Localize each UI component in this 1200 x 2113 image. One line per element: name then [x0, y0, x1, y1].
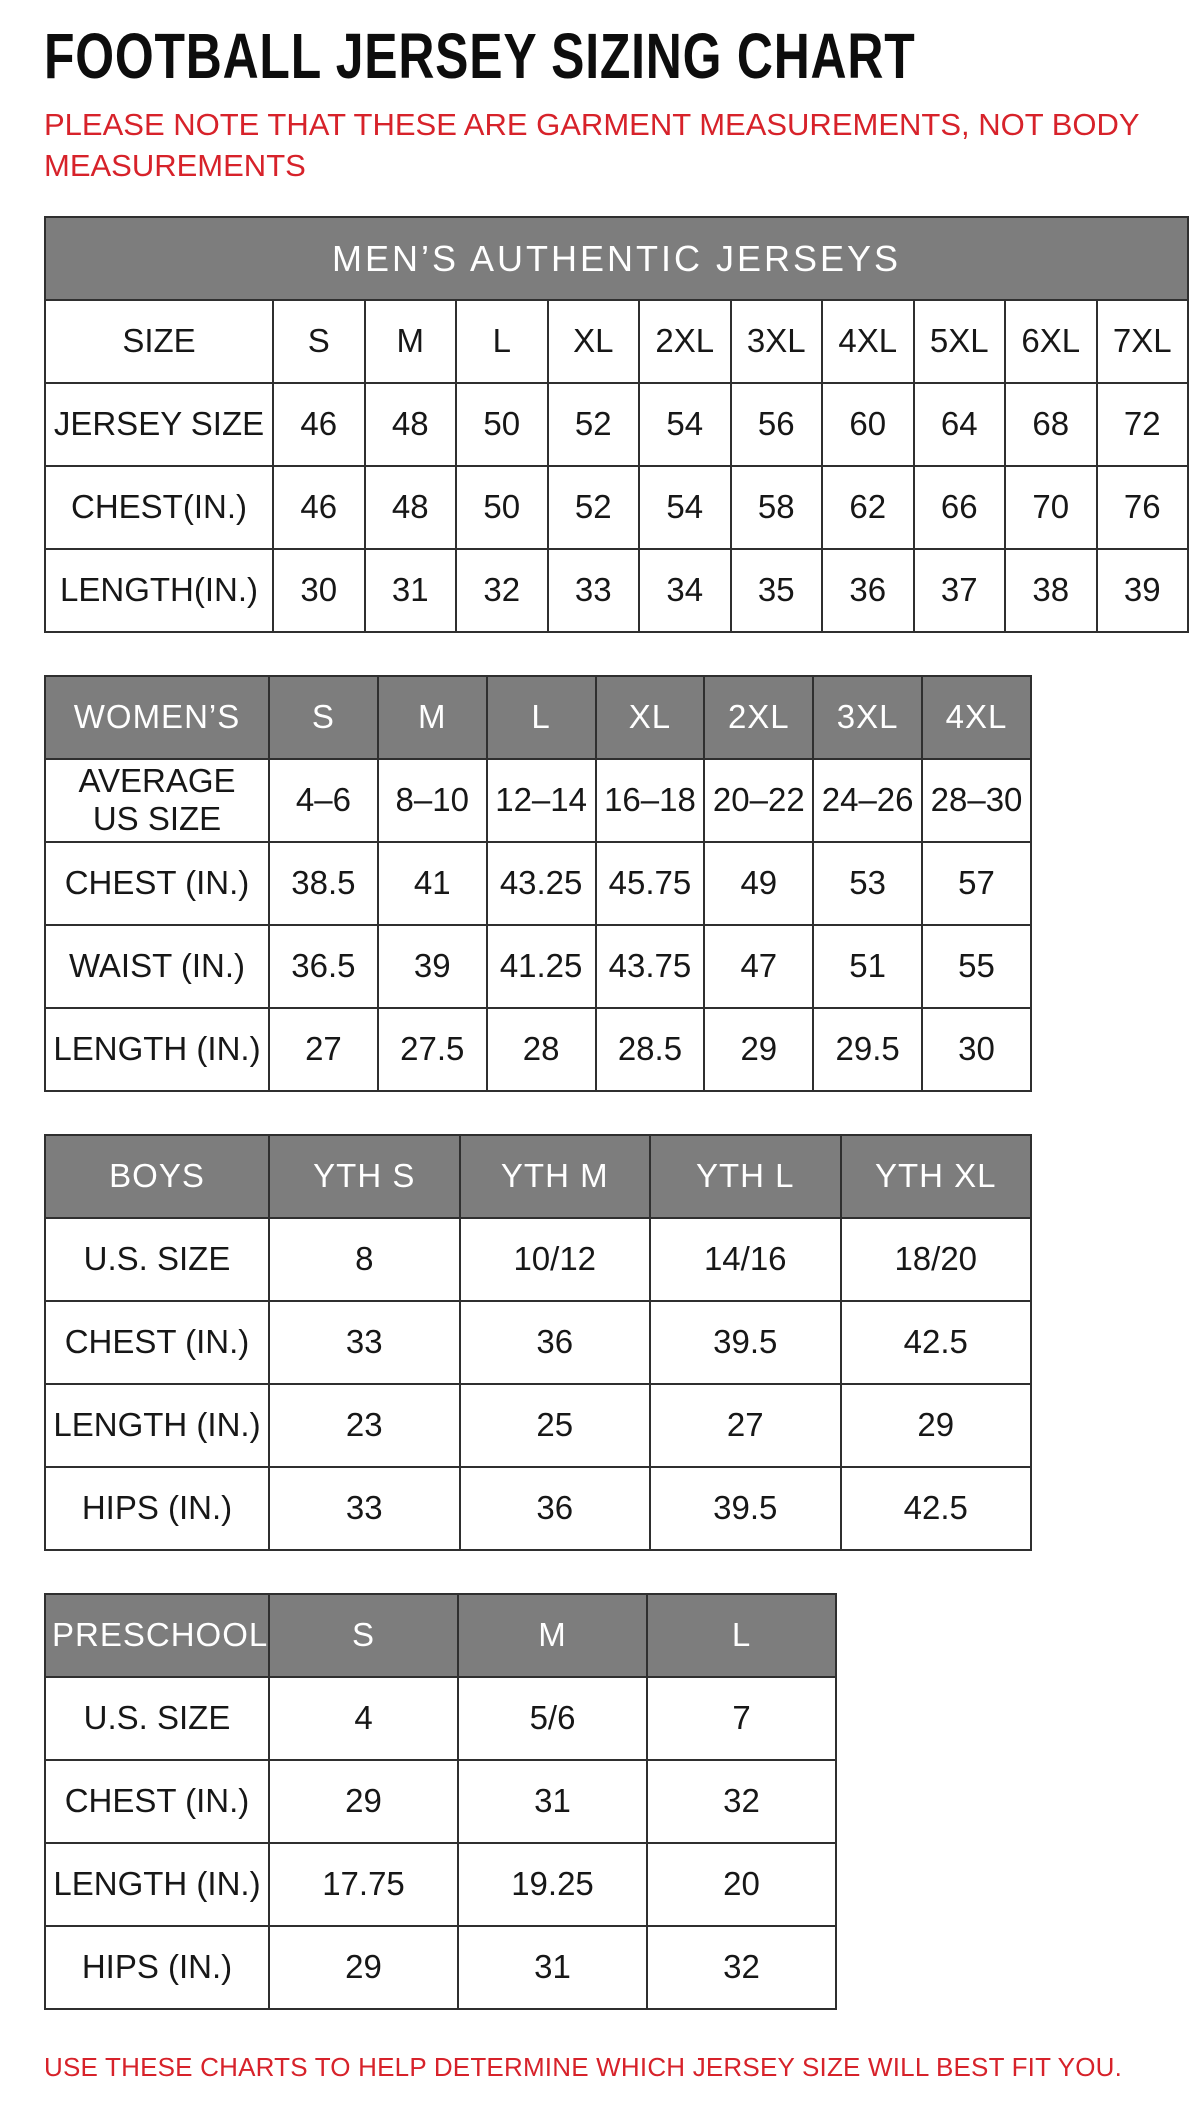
value-cell: 28–30: [922, 759, 1031, 842]
value-cell: 31: [458, 1926, 647, 2009]
table-row: [45, 1760, 836, 1843]
value-cell: 48: [365, 383, 457, 466]
value-cell: 5/6: [458, 1677, 647, 1760]
value-cell: 6XL: [1005, 300, 1097, 383]
table-row: [45, 1218, 1031, 1301]
row-label: HIPS (IN.): [45, 1467, 269, 1550]
table-header-row: [45, 676, 1031, 759]
column-header: S: [269, 1594, 458, 1677]
value-cell: M: [365, 300, 457, 383]
value-cell: 4: [269, 1677, 458, 1760]
value-cell: 76: [1097, 466, 1189, 549]
value-cell: 38: [1005, 549, 1097, 632]
value-cell: 43.75: [596, 925, 705, 1008]
value-cell: 53: [813, 842, 922, 925]
value-cell: 54: [639, 466, 731, 549]
value-cell: 28: [487, 1008, 596, 1091]
value-cell: 36: [460, 1467, 651, 1550]
column-header: YTH S: [269, 1135, 460, 1218]
row-label: CHEST (IN.): [45, 842, 269, 925]
value-cell: 60: [822, 383, 914, 466]
value-cell: S: [273, 300, 365, 383]
value-cell: 50: [456, 383, 548, 466]
value-cell: 43.25: [487, 842, 596, 925]
table-row: [45, 1926, 836, 2009]
value-cell: 35: [731, 549, 823, 632]
value-cell: 23: [269, 1384, 460, 1467]
value-cell: 19.25: [458, 1843, 647, 1926]
value-cell: 29: [841, 1384, 1032, 1467]
value-cell: 49: [704, 842, 813, 925]
row-label: CHEST (IN.): [45, 1760, 269, 1843]
column-header: 3XL: [813, 676, 922, 759]
value-cell: 39: [378, 925, 487, 1008]
table-row: [45, 759, 1031, 842]
column-header: YTH M: [460, 1135, 651, 1218]
value-cell: 46: [273, 466, 365, 549]
value-cell: 42.5: [841, 1467, 1032, 1550]
column-header: XL: [596, 676, 705, 759]
table-header-row: [45, 1135, 1031, 1218]
value-cell: 5XL: [914, 300, 1006, 383]
row-label: SIZE: [45, 300, 273, 383]
column-header: 2XL: [704, 676, 813, 759]
value-cell: 3XL: [731, 300, 823, 383]
row-label: CHEST (IN.): [45, 1301, 269, 1384]
table-row: [45, 1008, 1031, 1091]
row-label: U.S. SIZE: [45, 1218, 269, 1301]
mens-authentic-jerseys-table: [44, 216, 1189, 633]
value-cell: 55: [922, 925, 1031, 1008]
value-cell: 54: [639, 383, 731, 466]
value-cell: 33: [548, 549, 640, 632]
table-row: [45, 466, 1188, 549]
value-cell: 52: [548, 383, 640, 466]
column-header: 4XL: [922, 676, 1031, 759]
value-cell: 36: [822, 549, 914, 632]
value-cell: 30: [273, 549, 365, 632]
value-cell: 27: [269, 1008, 378, 1091]
table-header-label: PRESCHOOL: [45, 1594, 269, 1677]
table-row: [45, 1843, 836, 1926]
table-header-label: WOMEN’S: [45, 676, 269, 759]
table-title-row: [45, 217, 1188, 300]
row-label: LENGTH (IN.): [45, 1384, 269, 1467]
value-cell: 72: [1097, 383, 1189, 466]
value-cell: 41.25: [487, 925, 596, 1008]
row-label: LENGTH (IN.): [45, 1843, 269, 1926]
value-cell: 25: [460, 1384, 651, 1467]
table-row: [45, 300, 1188, 383]
row-label: LENGTH (IN.): [45, 1008, 269, 1091]
row-label: HIPS (IN.): [45, 1926, 269, 2009]
row-label: AVERAGE US SIZE: [45, 759, 269, 842]
row-label: JERSEY SIZE: [45, 383, 273, 466]
value-cell: 16–18: [596, 759, 705, 842]
value-cell: 56: [731, 383, 823, 466]
value-cell: 50: [456, 466, 548, 549]
table-row: [45, 925, 1031, 1008]
value-cell: 64: [914, 383, 1006, 466]
value-cell: 18/20: [841, 1218, 1032, 1301]
value-cell: 7XL: [1097, 300, 1189, 383]
table-row: [45, 383, 1188, 466]
value-cell: 27: [650, 1384, 841, 1467]
value-cell: 38.5: [269, 842, 378, 925]
value-cell: 4XL: [822, 300, 914, 383]
value-cell: 41: [378, 842, 487, 925]
value-cell: 28.5: [596, 1008, 705, 1091]
value-cell: 42.5: [841, 1301, 1032, 1384]
table-header-row: [45, 1594, 836, 1677]
value-cell: 29.5: [813, 1008, 922, 1091]
value-cell: 33: [269, 1301, 460, 1384]
table-row: [45, 1384, 1031, 1467]
value-cell: 32: [647, 1926, 836, 2009]
table-header-label: BOYS: [45, 1135, 269, 1218]
table-row: [45, 842, 1031, 925]
value-cell: 51: [813, 925, 922, 1008]
value-cell: 66: [914, 466, 1006, 549]
value-cell: 36: [460, 1301, 651, 1384]
value-cell: 32: [456, 549, 548, 632]
column-header: L: [647, 1594, 836, 1677]
table-title: MEN’S AUTHENTIC JERSEYS: [45, 217, 1188, 300]
value-cell: 47: [704, 925, 813, 1008]
value-cell: 36.5: [269, 925, 378, 1008]
value-cell: 33: [269, 1467, 460, 1550]
value-cell: 8–10: [378, 759, 487, 842]
value-cell: 24–26: [813, 759, 922, 842]
value-cell: 48: [365, 466, 457, 549]
boys-sizing-table: [44, 1134, 1032, 1551]
value-cell: 46: [273, 383, 365, 466]
value-cell: 62: [822, 466, 914, 549]
value-cell: 68: [1005, 383, 1097, 466]
value-cell: 20–22: [704, 759, 813, 842]
table-row: [45, 1467, 1031, 1550]
value-cell: 31: [458, 1760, 647, 1843]
column-header: YTH XL: [841, 1135, 1032, 1218]
value-cell: 37: [914, 549, 1006, 632]
row-label: LENGTH(IN.): [45, 549, 273, 632]
womens-sizing-table: [44, 675, 1032, 1092]
value-cell: 29: [269, 1760, 458, 1843]
value-cell: XL: [548, 300, 640, 383]
value-cell: 4–6: [269, 759, 378, 842]
value-cell: 7: [647, 1677, 836, 1760]
value-cell: 2XL: [639, 300, 731, 383]
value-cell: 29: [704, 1008, 813, 1091]
value-cell: 10/12: [460, 1218, 651, 1301]
row-label: WAIST (IN.): [45, 925, 269, 1008]
value-cell: 20: [647, 1843, 836, 1926]
preschool-sizing-table: [44, 1593, 837, 2010]
value-cell: 52: [548, 466, 640, 549]
value-cell: 57: [922, 842, 1031, 925]
column-header: L: [487, 676, 596, 759]
value-cell: 14/16: [650, 1218, 841, 1301]
column-header: S: [269, 676, 378, 759]
value-cell: 8: [269, 1218, 460, 1301]
column-header: M: [378, 676, 487, 759]
value-cell: 17.75: [269, 1843, 458, 1926]
table-row: [45, 1677, 836, 1760]
value-cell: 39: [1097, 549, 1189, 632]
column-header: M: [458, 1594, 647, 1677]
value-cell: L: [456, 300, 548, 383]
value-cell: 45.75: [596, 842, 705, 925]
row-label: CHEST(IN.): [45, 466, 273, 549]
table-row: [45, 549, 1188, 632]
value-cell: 39.5: [650, 1301, 841, 1384]
value-cell: 34: [639, 549, 731, 632]
value-cell: 31: [365, 549, 457, 632]
footer-note: USE THESE CHARTS TO HELP DETERMINE WHICH JERSEY SIZE WILL BEST FIT YOU.: [44, 2051, 1123, 2082]
row-label: U.S. SIZE: [45, 1677, 269, 1760]
table-row: [45, 1301, 1031, 1384]
column-header: YTH L: [650, 1135, 841, 1218]
value-cell: 27.5: [378, 1008, 487, 1091]
value-cell: 32: [647, 1760, 836, 1843]
value-cell: 70: [1005, 466, 1097, 549]
value-cell: 30: [922, 1008, 1031, 1091]
value-cell: 39.5: [650, 1467, 841, 1550]
page-title: FOOTBALL JERSEY SIZING CHART: [44, 20, 916, 92]
value-cell: 58: [731, 466, 823, 549]
value-cell: 29: [269, 1926, 458, 2009]
value-cell: 12–14: [487, 759, 596, 842]
garment-measurement-note: PLEASE NOTE THAT THESE ARE GARMENT MEASUREMENTS, NOT BODY MEASUREMENTS: [44, 107, 1140, 183]
